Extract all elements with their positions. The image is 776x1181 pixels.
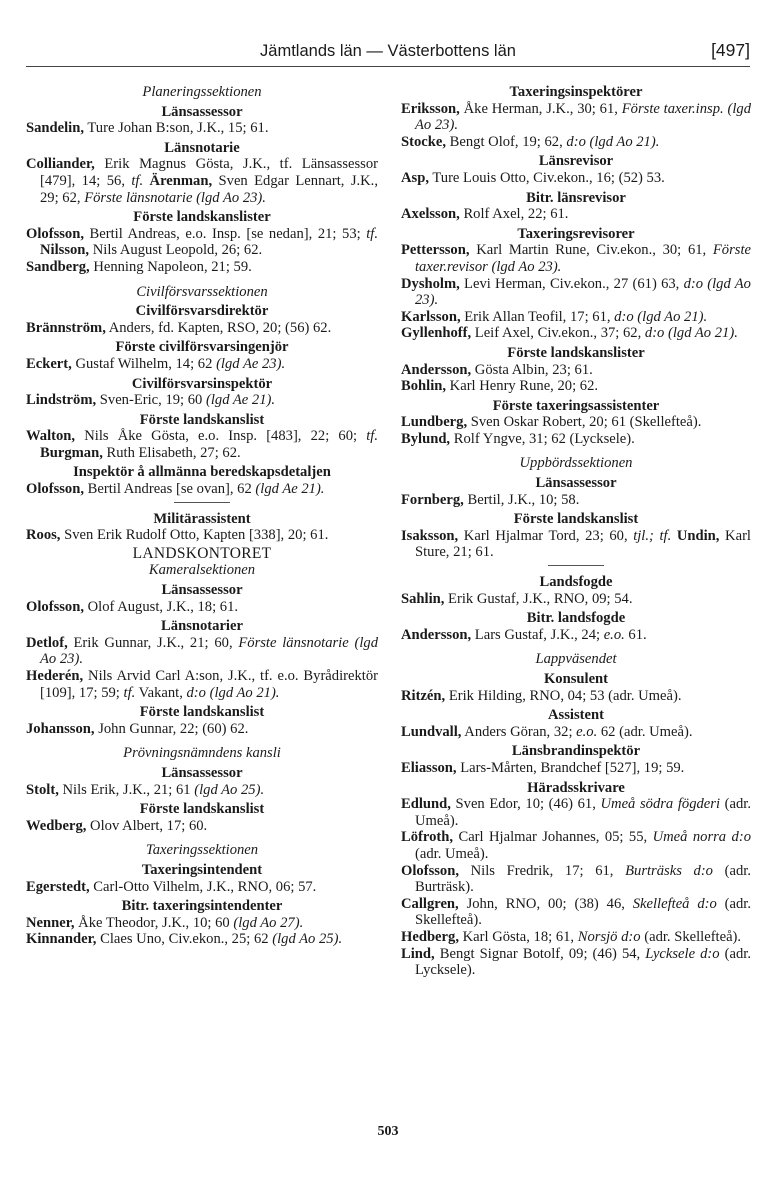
person-entry: Brännström, Anders, fd. Kapten, RSO, 20; (56) 62.: [26, 319, 332, 336]
person-entry: Olofsson, Olof August, J.K., 18; 61.: [26, 598, 239, 615]
role-heading: Assistent: [548, 707, 604, 724]
role-heading: Militärassistent: [153, 510, 251, 527]
left-column: [26, 84, 378, 948]
person-entry: Axelsson, Rolf Axel, 22; 61.: [401, 206, 569, 223]
person-entry: Andersson, Gösta Albin, 23; 61.: [401, 361, 593, 378]
role-heading: Taxeringsrevisorer: [517, 225, 635, 242]
person-entry: Nenner, Åke Theodor, J.K., 10; 60 (lgd Ao 27).: [26, 914, 304, 931]
person-entry: Detlof, Erik Gunnar, J.K., 21; 60, Förste länsnotarie (lgd Ao 23).: [26, 634, 378, 668]
page-reference: [497]: [711, 40, 750, 60]
person-entry: Wedberg, Olov Albert, 17; 60.: [26, 817, 208, 834]
person-entry: Walton, Nils Åke Gösta, e.o. Insp. [483], 22; 60; tf. Burgman, Ruth Elisabeth, 27; 62.: [26, 428, 378, 461]
page-number: 503: [377, 1124, 399, 1139]
person-entry: Hederén, Nils Arvid Carl A:son, J.K., tf. e.o. Byrådirektör [109], 17; 59; tf. Vakant, d:o (lgd Ao 21).: [26, 668, 378, 701]
right-column: [401, 84, 751, 979]
person-entry: Andersson, Lars Gustaf, J.K., 24; e.o. 61.: [401, 626, 647, 643]
section-heading: Lappväsendet: [535, 651, 617, 668]
role-heading: Förste landskanslist: [513, 511, 639, 528]
role-heading: Taxeringsinspektörer: [509, 84, 643, 100]
role-heading: Landsfogde: [539, 574, 613, 591]
person-entry: Lindström, Sven-Eric, 19; 60 (lgd Ae 21).: [26, 392, 276, 409]
role-heading: Förste civilförsvarsingenjör: [115, 339, 289, 356]
page-header: [26, 40, 750, 67]
person-entry: Dysholm, Levi Herman, Civ.ekon., 27 (61) 63, d:o (lgd Ao 23).: [401, 275, 751, 309]
person-entry: Roos, Sven Erik Rudolf Otto, Kapten [338], 20; 61.: [26, 527, 329, 544]
person-entry: Colliander, Erik Magnus Gösta, J.K., tf. Länsassessor [479], 14; 56, tf. Ärenman, Sven Edgar Lennart, J.K., 29; 62, Förste länsnotarie (lgd Ao 23).: [26, 156, 378, 206]
role-heading: Civilförsvarsinspektör: [131, 375, 273, 392]
person-entry: Asp, Ture Louis Otto, Civ.ekon., 16; (52) 53.: [401, 169, 665, 186]
role-heading: Länsassessor: [161, 582, 243, 599]
person-entry: Edlund, Sven Edor, 10; (46) 61, Umeå södra fögderi (adr. Umeå).: [401, 796, 751, 829]
role-heading: Förste landskanslist: [139, 411, 265, 428]
person-entry: Callgren, John, RNO, 00; (38) 46, Skellefteå d:o (adr. Skellefteå).: [401, 895, 751, 929]
role-heading: Länsnotarie: [164, 139, 240, 156]
role-heading: Länsrevisor: [538, 153, 614, 170]
person-entry: Eliasson, Lars-Mårten, Brandchef [527], 19; 59.: [401, 759, 685, 776]
person-entry: Fornberg, Bertil, J.K., 10; 58.: [401, 491, 580, 508]
person-entry: Kinnander, Claes Uno, Civ.ekon., 25; 62 (lgd Ao 25).: [26, 931, 343, 948]
person-entry: Eriksson, Åke Herman, J.K., 30; 61, Förste taxer.insp. (lgd Ao 23).: [401, 100, 751, 134]
person-entry: Stocke, Bengt Olof, 19; 62, d:o (lgd Ao 21).: [401, 133, 660, 150]
role-heading: Bitr. länsrevisor: [526, 189, 626, 206]
section-heading: Uppbördssektionen: [519, 455, 633, 472]
role-heading: Civilförsvarsdirektör: [135, 303, 269, 320]
divider: [174, 502, 230, 503]
role-heading: Länsnotarier: [161, 618, 243, 635]
role-heading: Förste landskanslister: [133, 209, 271, 226]
role-heading: Häradsskrivare: [527, 779, 625, 796]
section-heading: Taxeringssektionen: [145, 842, 259, 859]
person-entry: Olofsson, Bertil Andreas [se ovan], 62 (lgd Ae 21).: [26, 481, 325, 498]
person-entry: Löfroth, Carl Hjalmar Johannes, 05; 55, Umeå norra d:o (adr. Umeå).: [401, 829, 751, 862]
role-heading: Länsbrandinspektör: [511, 743, 641, 760]
role-heading: Inspektör å allmänna beredskapsdetaljen: [73, 464, 331, 481]
role-heading: Förste taxeringsassistenter: [492, 397, 660, 414]
role-heading: Länsassessor: [535, 475, 617, 492]
person-entry: Lundvall, Anders Göran, 32; e.o. 62 (adr. Umeå).: [401, 723, 693, 740]
person-entry: Sandelin, Ture Johan B:son, J.K., 15; 61.: [26, 120, 269, 137]
running-title: Jämtlands län — Västerbottens län: [260, 42, 516, 60]
person-entry: Egerstedt, Carl-Otto Vilhelm, J.K., RNO, 06; 57.: [26, 878, 317, 895]
person-entry: Bylund, Rolf Yngve, 31; 62 (Lycksele).: [401, 430, 635, 447]
role-heading: Förste landskanslist: [139, 801, 265, 818]
role-heading: Förste landskanslister: [507, 344, 645, 361]
role-heading: Konsulent: [543, 671, 609, 687]
divider: [548, 565, 604, 566]
person-entry: Ritzén, Erik Hilding, RNO, 04; 53 (adr. Umeå).: [401, 687, 682, 704]
person-entry: Sandberg, Henning Napoleon, 21; 59.: [26, 258, 252, 275]
section-heading: Kameralsektionen: [148, 562, 256, 579]
role-heading: Bitr. taxeringsintendenter: [121, 898, 283, 915]
person-entry: Isaksson, Karl Hjalmar Tord, 23; 60, tjl.; tf. Undin, Karl Sture, 21; 61.: [401, 527, 751, 561]
role-heading: Länsassessor: [161, 103, 243, 120]
person-entry: Hedberg, Karl Gösta, 18; 61, Norsjö d:o (adr. Skellefteå).: [401, 928, 742, 945]
person-entry: Sahlin, Erik Gustaf, J.K., RNO, 09; 54.: [401, 590, 633, 607]
person-entry: Stolt, Nils Erik, J.K., 21; 61 (lgd Ao 25).: [26, 781, 265, 798]
section-heading: Planeringssektionen: [142, 84, 262, 100]
person-entry: Lind, Bengt Signar Botolf, 09; (46) 54, Lycksele d:o (adr. Lycksele).: [401, 945, 751, 979]
person-entry: Lundberg, Sven Oskar Robert, 20; 61 (Skellefteå).: [401, 414, 702, 431]
person-entry: Johansson, John Gunnar, 22; (60) 62.: [26, 720, 249, 737]
person-entry: Eckert, Gustaf Wilhelm, 14; 62 (lgd Ae 23).: [26, 355, 286, 372]
role-heading: Länsassessor: [161, 764, 243, 781]
person-entry: Karlsson, Erik Allan Teofil, 17; 61, d:o (lgd Ao 21).: [401, 308, 708, 325]
office-heading: LANDSKONTORET: [132, 544, 272, 562]
person-entry: Pettersson, Karl Martin Rune, Civ.ekon., 30; 61, Förste taxer.revisor (lgd Ao 23).: [401, 242, 751, 275]
role-heading: Förste landskanslist: [139, 704, 265, 721]
person-entry: Olofsson, Bertil Andreas, e.o. Insp. [se nedan], 21; 53; tf. Nilsson, Nils August Leopold, 26; 62.: [26, 225, 378, 259]
person-entry: Olofsson, Nils Fredrik, 17; 61, Burträsks d:o (adr. Burträsk).: [401, 862, 751, 896]
person-entry: Bohlin, Karl Henry Rune, 20; 62.: [401, 378, 599, 395]
section-heading: Prövningsnämndens kansli: [123, 745, 281, 762]
role-heading: Bitr. landsfogde: [526, 610, 626, 627]
section-heading: Civilförsvarssektionen: [136, 283, 268, 300]
role-heading: Taxeringsintendent: [141, 861, 263, 878]
person-entry: Gyllenhoff, Leif Axel, Civ.ekon., 37; 62, d:o (lgd Ao 21).: [401, 325, 738, 342]
